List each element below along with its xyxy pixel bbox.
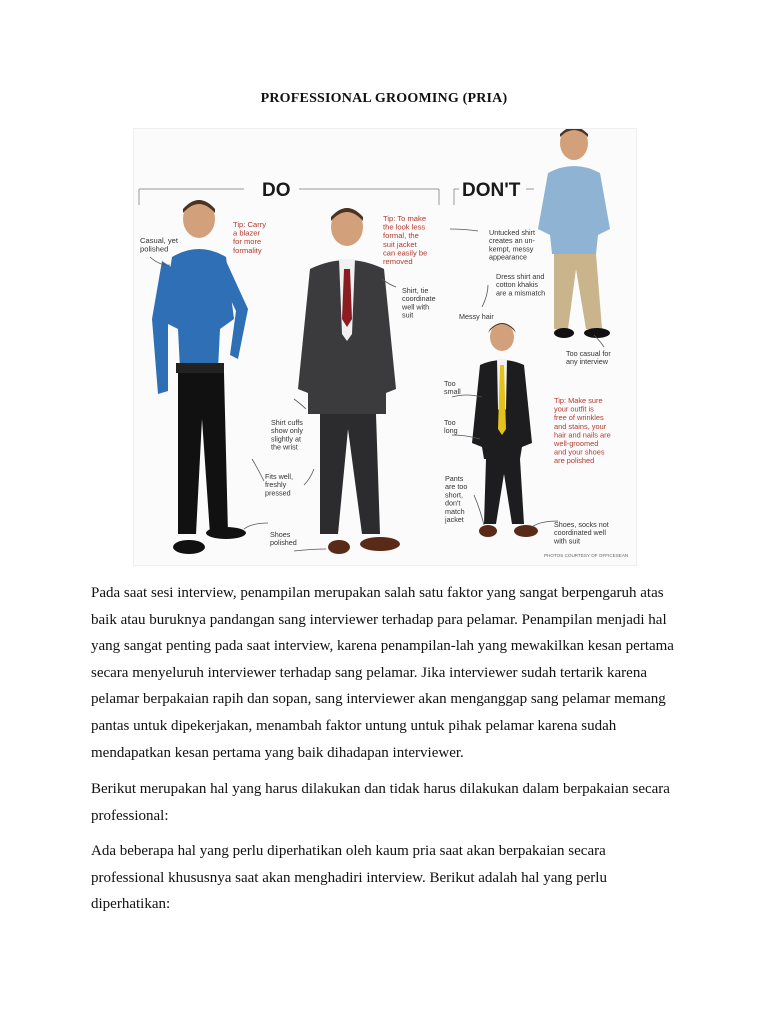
note-tip-outfit: [553, 396, 611, 465]
note-line: the look less: [383, 222, 426, 232]
note-line: long: [444, 426, 458, 436]
note-shirt-cuffs: [271, 418, 303, 452]
grooming-illustration: [133, 128, 637, 566]
note-fits-well: [265, 472, 293, 497]
note-line: any interview: [566, 357, 608, 367]
note-line: are a mismatch: [496, 288, 546, 298]
note-messy-hair: [459, 312, 494, 321]
note-line: and stains, your: [554, 421, 607, 431]
person-untucked: [538, 129, 610, 338]
note-line: Shoes, socks not: [554, 520, 609, 529]
note-tip-jacket: [383, 214, 427, 266]
note-too-long: [444, 418, 458, 435]
dont-heading: DON'T: [462, 180, 521, 201]
note-line: are polished: [554, 456, 595, 466]
note-line: kempt, messy: [489, 244, 534, 254]
note-shoes-polished: [270, 530, 297, 547]
note-line: creates an un-: [489, 236, 535, 246]
note-line: free of wrinkles: [554, 413, 604, 423]
note-line: don't: [445, 498, 461, 508]
note-line: the wrist: [271, 442, 298, 452]
note-dress-shirt: [496, 272, 545, 297]
note-line: Dress shirt and: [496, 272, 545, 281]
note-line: Shirt cuffs: [271, 418, 303, 427]
note-line: appearance: [489, 252, 527, 262]
paragraph-attention: Ada beberapa hal yang perlu diperhatikan oleh kaum pria saat akan berpakaian secara professional khususnya saat akan menghadiri interview. Berikut adalah hal yang perlu diperhatikan:: [91, 843, 607, 913]
photo-credit: PHOTOS COURTESY OF OFFICESEAN: [544, 553, 629, 558]
note-line: short,: [445, 490, 463, 500]
note-line: your outfit is: [554, 404, 594, 414]
note-line: Too: [444, 418, 456, 427]
person-ill-fitting-suit: [472, 323, 538, 537]
note-line: match: [445, 506, 465, 516]
note-line: Shirt, tie: [402, 286, 429, 295]
note-line: Fits well,: [265, 472, 293, 481]
note-too-casual: [566, 349, 611, 366]
note-line: Too casual for: [566, 349, 611, 358]
note-line: jacket: [445, 515, 464, 524]
note-line: Tip: Carry: [233, 220, 267, 229]
note-line: Pants: [445, 474, 464, 483]
note-untucked: [489, 228, 536, 262]
note-line: formal, the: [383, 231, 419, 241]
note-line: suit jacket: [383, 239, 417, 249]
note-line: with suit: [554, 536, 580, 546]
note-line: polished: [140, 244, 169, 254]
note-line: can easily be: [383, 248, 428, 258]
note-line: hair and nails are: [554, 430, 611, 440]
page-title: PROFESSIONAL GROOMING (PRIA): [260, 91, 508, 106]
note-line: Casual, yet: [140, 236, 178, 245]
do-heading-group: [139, 180, 439, 205]
note-casual-polished: [140, 236, 179, 253]
note-line: Tip: Make sure: [554, 396, 603, 405]
paragraph-dos-donts: Berikut merupakan hal yang harus dilakukan dan tidak harus dilakukan dalam berpakaian secara professional:: [91, 781, 670, 824]
note-line: a blazer: [233, 228, 261, 238]
note-line: cotton khakis: [496, 280, 538, 290]
note-line: polished: [270, 538, 297, 548]
note-line: freshly: [265, 480, 287, 490]
note-line: Too: [444, 379, 456, 388]
note-line: well with: [402, 302, 430, 312]
note-too-small: [444, 379, 461, 396]
note-line: small: [444, 387, 461, 397]
note-line: removed: [383, 257, 413, 266]
do-heading: DO: [262, 180, 291, 201]
note-line: and your shoes: [554, 447, 605, 457]
note-shoes-socks: [553, 520, 609, 545]
note-line: formality: [233, 245, 262, 255]
note-line: slightly at: [271, 434, 301, 444]
note-pants-short: [444, 474, 467, 524]
dont-heading-group: [454, 180, 534, 205]
note-line: Tip: To make: [383, 214, 427, 223]
paragraph-intro: Pada saat sesi interview, penampilan merupakan salah satu faktor yang sangat berpengaruh atas baik atau buruknya pandangan sang interviewer terhadap para pelamar. Penampilan menjadi hal yang sangat penting pada saat interview, karena penampilan-lah yang mewakilkan kesan pertama secara menyeluruh interviewer terhadap sang pelamar. Jika interviewer sudah tertarik karena pelamar berpakaian rapih dan sopan, sang interviewer akan menganggap sang pelamar memang pantas untuk dipekerjakan, menambah faktor untung untuk pihak pelamar karena sudah mendapatkan kesan pertama yang baik dihadapan interviewer.: [91, 585, 674, 761]
note-line: coordinated well: [554, 528, 606, 538]
note-line: show only: [271, 426, 303, 436]
note-line: are too: [445, 482, 468, 492]
do-dont-figure: [134, 129, 636, 565]
note-line: pressed: [265, 488, 291, 498]
note-line: suit: [402, 310, 414, 320]
note-shirt-tie: [401, 286, 436, 320]
note-tip-blazer: [233, 220, 266, 255]
note-line: Shoes: [270, 530, 291, 539]
note-line: Untucked shirt: [489, 228, 535, 237]
note-line: for more: [233, 237, 262, 247]
note-line: well-groomed: [554, 439, 599, 448]
note-line: coordinate: [402, 294, 436, 304]
note-line: Messy hair: [459, 312, 494, 321]
